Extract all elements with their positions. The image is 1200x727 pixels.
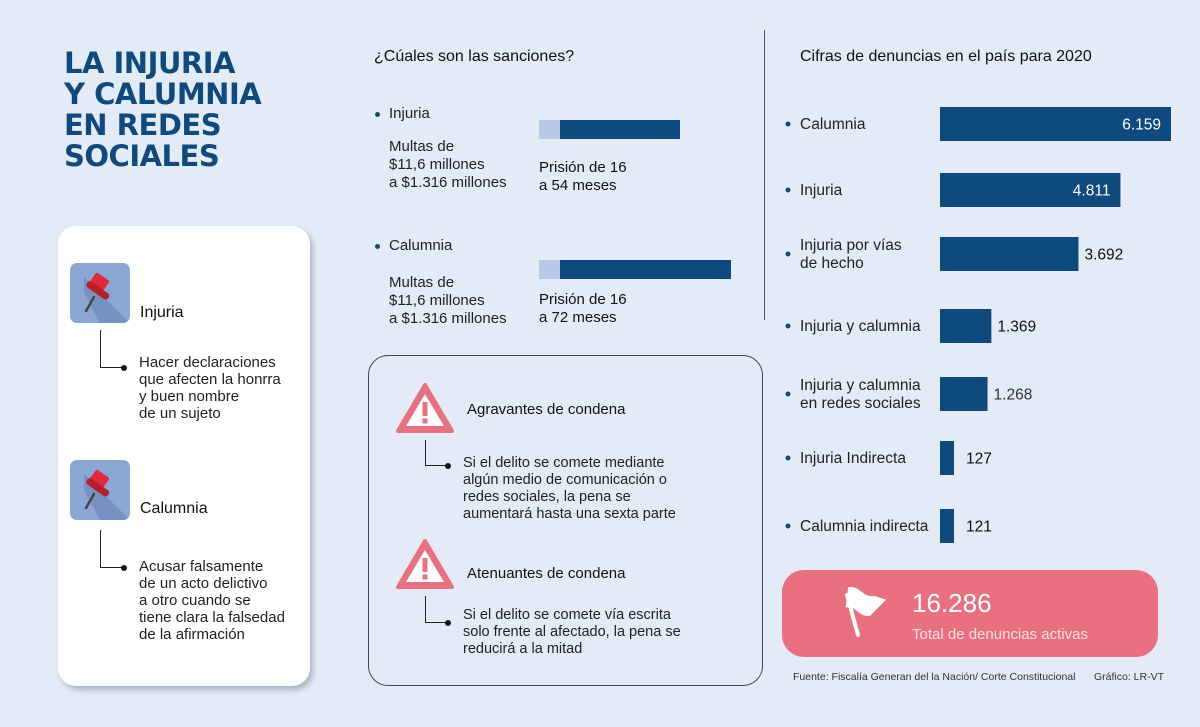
category-bullet bbox=[786, 324, 791, 329]
definition-line: que afecten la honrra bbox=[139, 371, 281, 388]
total-label: Total de denuncias activas bbox=[912, 626, 1088, 643]
rule-title-atenuantes: Atenuantes de condena bbox=[467, 565, 626, 582]
bar bbox=[940, 237, 1078, 271]
value-label: 127 bbox=[966, 450, 992, 468]
fine-line: $11,6 millones bbox=[389, 156, 485, 173]
connector-dot bbox=[121, 565, 127, 571]
category-label: Injuria y calumnia bbox=[800, 377, 921, 394]
bar bbox=[940, 509, 954, 543]
title-line-2: Y CALUMNIA bbox=[64, 77, 262, 111]
category-label: Injuria por vías bbox=[800, 237, 902, 254]
fine-line: Multas de bbox=[389, 138, 455, 155]
sanction-bullet bbox=[375, 112, 380, 117]
complaints-bar-chart bbox=[770, 90, 1190, 555]
pushpin-icon bbox=[70, 263, 130, 323]
definition-line: de la afirmación bbox=[139, 626, 245, 643]
rule-connector bbox=[425, 596, 447, 623]
definition-line: tiene clara la falsedad bbox=[139, 609, 285, 626]
definition-connector bbox=[100, 330, 124, 368]
rule-text-atenuantes bbox=[463, 607, 753, 658]
category-bullet bbox=[786, 122, 791, 127]
rule-line: algún medio de comunicación o bbox=[463, 472, 667, 488]
prison-line: a 54 meses bbox=[539, 177, 617, 194]
category-label: de hecho bbox=[800, 255, 864, 272]
warning-triangle-icon bbox=[395, 537, 455, 596]
definition-line: de un sujeto bbox=[139, 405, 221, 422]
prison-line: Prisión de 16 bbox=[539, 291, 627, 308]
connector-dot bbox=[445, 620, 451, 626]
sanction-label-injuria: Injuria bbox=[389, 105, 430, 122]
category-bullet bbox=[786, 252, 791, 257]
rule-line: redes sociales, la pena se bbox=[463, 489, 631, 505]
category-label: Injuria bbox=[800, 182, 843, 199]
sanction-fine-injuria bbox=[389, 138, 507, 192]
chart-title: Cifras de denuncias en el país para 2020 bbox=[800, 48, 1092, 65]
definition-line: Acusar falsamente bbox=[139, 558, 264, 575]
rule-connector bbox=[425, 440, 447, 466]
total-value: 16.286 bbox=[912, 588, 992, 618]
rule-text-agravantes bbox=[463, 455, 753, 523]
flag-icon bbox=[840, 587, 888, 644]
warning-triangle-icon bbox=[395, 381, 455, 440]
prison-text-injuria bbox=[539, 159, 627, 195]
category-label: Injuria Indirecta bbox=[800, 450, 906, 467]
sanctions-title: ¿Cúales son las sanciones? bbox=[374, 48, 575, 65]
definition-connector bbox=[100, 530, 124, 568]
value-label: 1.369 bbox=[997, 318, 1037, 336]
prison-line: Prisión de 16 bbox=[539, 159, 627, 176]
fine-line: a $1.316 millones bbox=[389, 310, 507, 327]
connector-dot bbox=[445, 463, 451, 469]
value-label: 121 bbox=[966, 518, 992, 536]
page-title bbox=[64, 48, 324, 172]
title-line-3: EN REDES bbox=[64, 108, 222, 142]
category-label: en redes sociales bbox=[800, 395, 921, 412]
prison-text-calumnia bbox=[539, 291, 627, 327]
prison-bar-calumnia bbox=[539, 260, 731, 279]
value-label: 3.692 bbox=[1084, 246, 1124, 264]
sanction-label-calumnia: Calumnia bbox=[389, 237, 453, 254]
category-label: Calumnia indirecta bbox=[800, 518, 929, 535]
bar bbox=[940, 377, 988, 411]
bar bbox=[940, 309, 991, 343]
prison-bar-fill bbox=[560, 120, 680, 139]
rule-line: solo frente al afectado, la pena se bbox=[463, 624, 681, 640]
category-bullet bbox=[786, 188, 791, 193]
value-label: 6.159 bbox=[1122, 116, 1161, 134]
definition-line: y buen nombre bbox=[139, 388, 240, 405]
definition-line: de un acto delictivo bbox=[139, 575, 268, 592]
category-bullet bbox=[786, 456, 791, 461]
connector-dot bbox=[121, 365, 127, 371]
bar bbox=[940, 441, 954, 475]
title-line-1: LA INJURIA bbox=[64, 46, 235, 80]
sanction-bullet bbox=[375, 244, 380, 249]
value-label: 1.268 bbox=[993, 386, 1033, 404]
definition-line: a otro cuando se bbox=[139, 592, 251, 609]
footer-source: Fuente: Fiscalía Generan del la Nación/ Corte Constitucional bbox=[793, 671, 1076, 683]
title-line-4: SOCIALES bbox=[64, 139, 220, 173]
rule-line: Si el delito se comete vía escrita bbox=[463, 607, 671, 623]
pushpin-icon bbox=[70, 460, 130, 520]
fine-line: a $1.316 millones bbox=[389, 174, 507, 191]
definition-term-calumnia: Calumnia bbox=[140, 500, 208, 517]
category-label: Calumnia bbox=[800, 116, 866, 133]
definition-line: Hacer declaraciones bbox=[139, 354, 276, 371]
category-bullet bbox=[786, 392, 791, 397]
definition-term-injuria: Injuria bbox=[140, 304, 184, 321]
rule-title-agravantes: Agravantes de condena bbox=[467, 401, 626, 418]
category-label: Injuria y calumnia bbox=[800, 318, 921, 335]
prison-bar-fill bbox=[560, 260, 731, 279]
rule-line: aumentará hasta una sexta parte bbox=[463, 506, 676, 522]
category-bullet bbox=[786, 524, 791, 529]
definition-text-calumnia bbox=[139, 558, 309, 643]
rule-line: reducirá a la mitad bbox=[463, 641, 583, 657]
definition-text-injuria bbox=[139, 354, 309, 422]
sanction-fine-calumnia bbox=[389, 274, 507, 328]
rule-line: Si el delito se comete mediante bbox=[463, 455, 665, 471]
value-label: 4.811 bbox=[1072, 182, 1111, 200]
footer-credit: Gráfico: LR-VT bbox=[1094, 671, 1165, 683]
fine-line: $11,6 millones bbox=[389, 292, 485, 309]
fine-line: Multas de bbox=[389, 274, 455, 291]
prison-bar-injuria bbox=[539, 120, 680, 139]
column-divider bbox=[764, 30, 765, 320]
prison-line: a 72 meses bbox=[539, 309, 617, 326]
